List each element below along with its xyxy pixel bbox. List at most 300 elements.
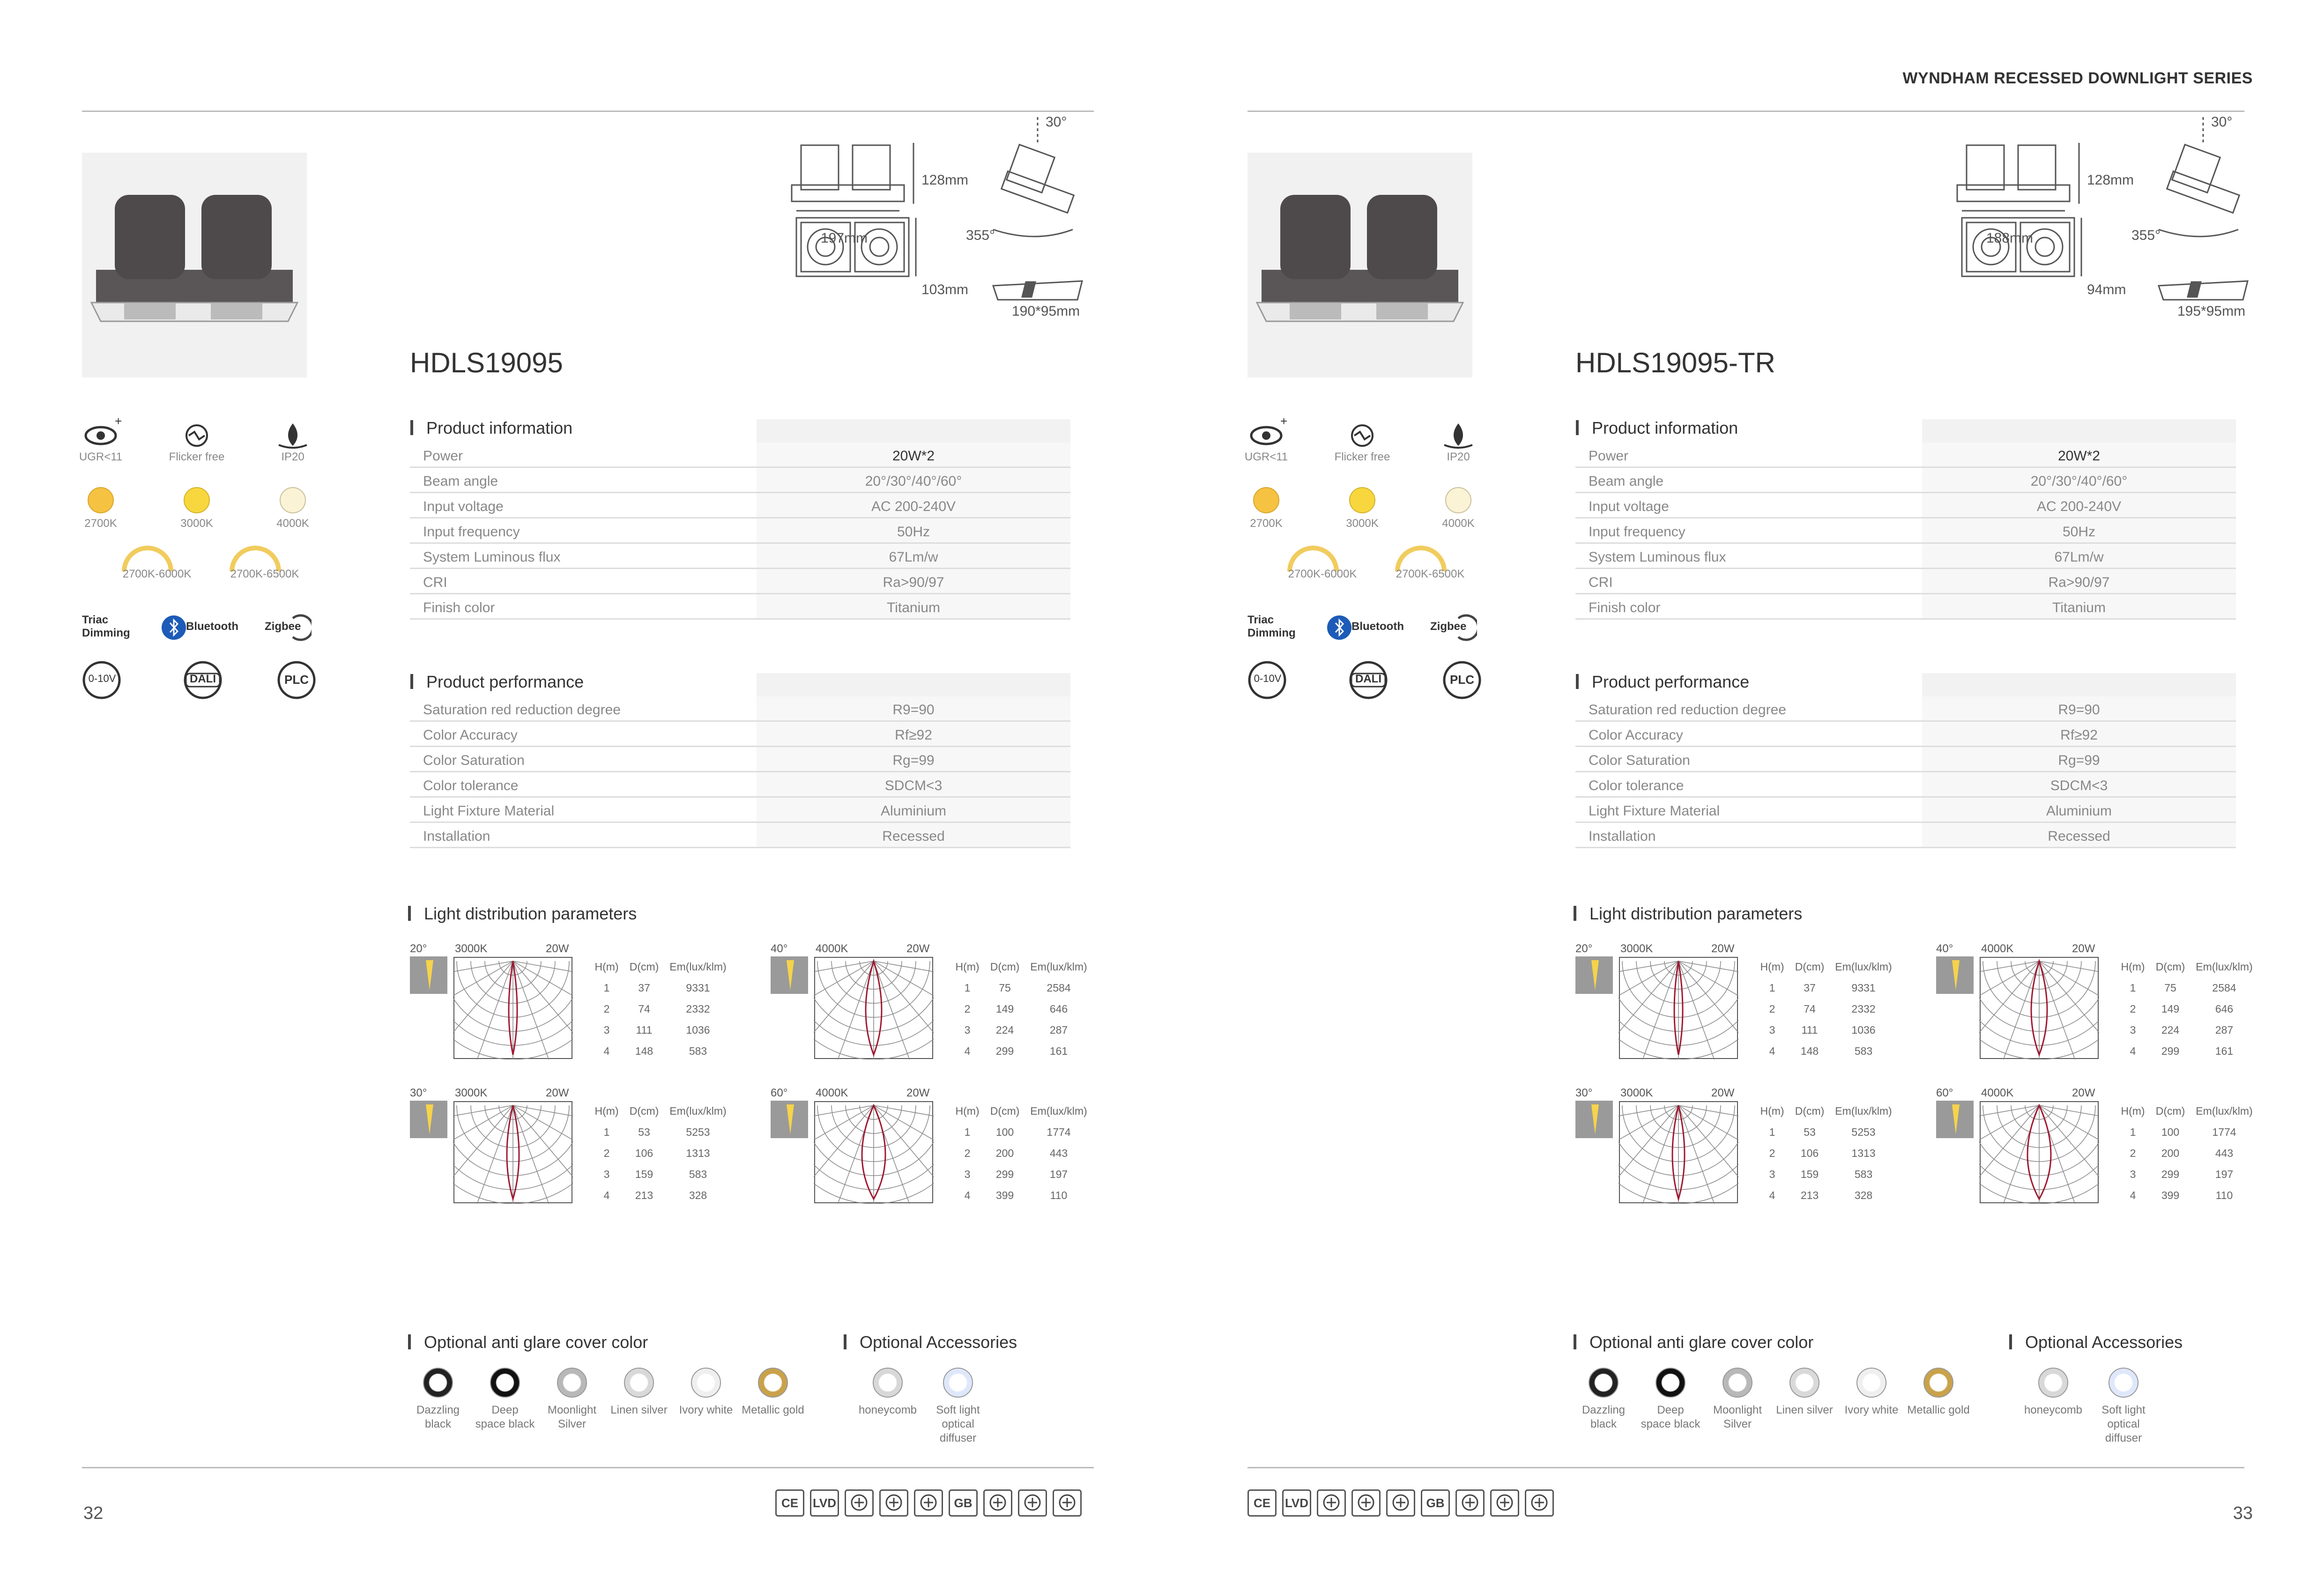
swatch-label-line1: Ivory white (1844, 1404, 1899, 1416)
ldp-beam: 60° (1936, 1087, 1953, 1099)
accessories-title: Optional Accessories (2025, 1333, 2183, 1352)
swatch-label-line2: black (1590, 1418, 1617, 1430)
swatch-label (2018, 1403, 2088, 1417)
swatch-label-line2: space black (1641, 1418, 1700, 1430)
ldp-w: 20W (1711, 1087, 1735, 1099)
ldp-table (1753, 956, 1931, 1062)
swatch (2109, 1368, 2138, 1398)
table-row (410, 468, 1070, 493)
ldp-w: 20W (546, 942, 569, 955)
ldp-cell: 4 (2130, 1189, 2136, 1201)
ldp-beam: 30° (410, 1087, 427, 1099)
row-value: 20°/30°/40°/60° (2030, 474, 2128, 489)
cert-mark-icon (1317, 1489, 1346, 1517)
ldp-col-header: D(cm) (990, 1105, 1020, 1117)
cct-dot-4000 (1445, 487, 1471, 513)
ldp-col-header: H(m) (955, 961, 980, 973)
cert-mark-icon (914, 1489, 943, 1517)
zigbee-icon (288, 614, 312, 642)
swatch-label-line1: Metallic gold (742, 1404, 804, 1416)
ugr-label: UGR<11 (79, 451, 123, 463)
ldp-cell: 106 (635, 1147, 653, 1159)
swatch-label-line1: honeycomb (858, 1404, 917, 1416)
page-33 (1244, 0, 2324, 1577)
ldp-panel (1936, 932, 2292, 1068)
ldp-cell: 2 (964, 1147, 971, 1159)
beam-thumbnail (1575, 1101, 1613, 1138)
ldp-col-header: D(cm) (2155, 961, 2185, 973)
table-header-band (757, 673, 1070, 696)
row-key: Saturation red reduction degree (1589, 702, 1786, 718)
swatch (1789, 1368, 1819, 1398)
accessories-title: Optional Accessories (860, 1333, 1017, 1352)
ldp-cell: 1313 (1851, 1147, 1876, 1159)
table-row (1575, 518, 2236, 544)
ldp-col-header: Em(lux/klm) (669, 961, 727, 973)
model-name: HDLS19095-TR (1575, 347, 1775, 378)
ldp-cell: 583 (689, 1168, 707, 1180)
swatch-label (470, 1403, 540, 1431)
flicker-label: Flicker free (1334, 451, 1390, 463)
ldp-cell: 37 (1804, 982, 1816, 994)
zigbee-label: Zigbee (1430, 620, 1467, 633)
ldp-cell: 3 (603, 1024, 610, 1036)
page-32 (79, 0, 1159, 1577)
ldp-col-header: Em(lux/klm) (1835, 961, 1892, 973)
ldp-cell: 3 (603, 1168, 610, 1180)
row-key: Power (1589, 448, 1629, 464)
table-row (1575, 468, 2236, 493)
ldp-cell: 74 (638, 1003, 650, 1015)
ldp-cell: 4 (1769, 1045, 1775, 1057)
row-value: Aluminium (880, 803, 947, 819)
swatch (873, 1368, 903, 1398)
cert-mark-icon: LVD (810, 1489, 839, 1517)
swatch-label (738, 1403, 808, 1417)
cct-dot-2700 (88, 487, 114, 513)
ldp-cell: 1 (1769, 982, 1775, 994)
ldp-cell: 399 (995, 1189, 1014, 1201)
dimension-drawing (782, 114, 1157, 323)
ldp-cell: 200 (995, 1147, 1014, 1159)
row-key: CRI (1589, 575, 1613, 590)
ldp-panel (771, 932, 1127, 1068)
swatch-label (537, 1403, 607, 1431)
ldp-cct: 3000K (455, 942, 488, 955)
ldp-cell: 106 (1800, 1147, 1819, 1159)
plc-label: PLC (1450, 673, 1474, 687)
product-photo (82, 153, 307, 378)
row-value: Rf≥92 (895, 727, 932, 743)
swatch-label (1836, 1403, 1907, 1417)
row-key: Color Saturation (1589, 753, 1690, 768)
row-key: Input frequency (423, 524, 520, 540)
dim-height: 128mm (2087, 172, 2134, 188)
cert-mark-icon (1490, 1489, 1519, 1517)
row-key: Color tolerance (423, 778, 519, 793)
ldp-cell: 159 (635, 1168, 653, 1180)
swatch-label-line1: Moonlight (547, 1404, 597, 1416)
ldp-cell: 197 (1049, 1168, 1068, 1180)
row-value: 50Hz (897, 524, 930, 540)
beam-thumbnail (1936, 1101, 1974, 1138)
swatch-label-line1: Linen silver (1776, 1404, 1833, 1416)
ldp-cell: 9331 (686, 982, 710, 994)
dim-depth: 94mm (2087, 282, 2126, 297)
table-row (410, 443, 1070, 468)
row-value: SDCM<3 (884, 778, 943, 793)
table-row (1575, 747, 2236, 772)
swatch (490, 1368, 520, 1398)
table-row (1575, 823, 2236, 848)
row-value: Titanium (2052, 600, 2106, 615)
ldp-cell: 149 (2161, 1003, 2180, 1015)
tunable-label-1: 2700K-6000K (122, 568, 192, 580)
ldp-cell: 583 (1854, 1045, 1873, 1057)
swatch-label (2088, 1403, 2159, 1445)
row-value: R9=90 (2058, 702, 2100, 718)
dim-tilt: 30° (1046, 114, 1067, 130)
row-value: Rf≥92 (2060, 727, 2098, 743)
ldp-cell: 2584 (1047, 982, 1071, 994)
swatch (1656, 1368, 1685, 1398)
swatch-label-line1: Soft light (936, 1404, 980, 1416)
feature-icons (79, 412, 363, 740)
ldp-cell: 75 (999, 982, 1011, 994)
tunable-label-2: 2700K-6500K (230, 568, 299, 580)
ldp-title: Light distribution parameters (1589, 904, 1803, 923)
product-performance-table (410, 673, 1070, 848)
ldp-cell: 2 (603, 1147, 610, 1159)
ldp-cell: 299 (995, 1168, 1014, 1180)
ldp-cell: 74 (1804, 1003, 1816, 1015)
ldp-w: 20W (546, 1087, 569, 1099)
cct-dot-2700 (1253, 487, 1279, 513)
svg-text:+: + (1280, 414, 1288, 428)
swatch-label-line1: Soft light (2101, 1404, 2146, 1416)
ldp-beam: 30° (1575, 1087, 1593, 1099)
swatch-label (1903, 1403, 1974, 1417)
antiglare-title: Optional anti glare cover color (424, 1333, 648, 1352)
product-info-title: Product information (426, 418, 573, 437)
row-key: Light Fixture Material (423, 803, 555, 819)
ldp-panel (771, 1076, 1127, 1212)
swatch-label-line1: honeycomb (2024, 1404, 2083, 1416)
ldp-col-header: H(m) (2121, 961, 2145, 973)
swatch-label-line1: Dazzling (416, 1404, 460, 1416)
ip-label: IP20 (281, 451, 304, 463)
ldp-table (2114, 956, 2292, 1062)
row-value: 20°/30°/40°/60° (865, 474, 962, 489)
row-key: Color Accuracy (1589, 727, 1683, 743)
triac-dimming: Triac Dimming (82, 614, 130, 639)
ldp-cct: 4000K (1981, 1087, 2014, 1099)
dim-cutout: 195*95mm (2177, 304, 2246, 319)
swatch (1589, 1368, 1619, 1398)
swatch-label (923, 1403, 993, 1445)
table-row (410, 569, 1070, 594)
row-value: Recessed (882, 829, 945, 844)
swatch-label (604, 1403, 674, 1417)
dim-rotate: 355° (2131, 228, 2161, 243)
ldp-cell: 53 (1804, 1126, 1816, 1138)
beam-thumbnail (1575, 956, 1613, 994)
flicker-label: Flicker free (169, 451, 225, 463)
row-key: CRI (423, 575, 447, 590)
ldp-cell: 2 (1769, 1147, 1775, 1159)
product-performance-title: Product performance (1592, 672, 1750, 691)
table-row (1575, 772, 2236, 798)
zero-ten-label: 0-10V (88, 673, 116, 684)
cert-mark-icon (1386, 1489, 1415, 1517)
ldp-cell: 100 (995, 1126, 1014, 1138)
bluetooth-icon (1326, 614, 1354, 642)
ldp-panel (410, 932, 766, 1068)
product-photo (1247, 153, 1472, 378)
row-key: System Luminous flux (423, 549, 561, 565)
ldp-cell: 213 (1800, 1189, 1819, 1201)
ldp-cct: 4000K (816, 942, 848, 955)
ldp-cell: 2584 (2212, 982, 2236, 994)
zero-ten-label: 0-10V (1254, 673, 1282, 684)
cct-label-2700: 2700K (84, 517, 117, 530)
polar-distribution-diagram (1979, 956, 2099, 1059)
ldp-cell: 2 (2130, 1003, 2136, 1015)
table-row (1575, 696, 2236, 722)
swatch-label-line2: Silver (557, 1418, 586, 1430)
model-name: HDLS19095 (410, 347, 563, 378)
ldp-col-header: H(m) (2121, 1105, 2145, 1117)
ldp-cell: 75 (2164, 982, 2176, 994)
tunable-label-2: 2700K-6500K (1396, 568, 1465, 580)
row-key: Installation (1589, 829, 1656, 844)
row-value: 50Hz (2062, 524, 2096, 540)
ldp-beam: 60° (771, 1087, 788, 1099)
ldp-cell: 3 (964, 1024, 971, 1036)
swatch-label (671, 1403, 741, 1417)
beam-thumbnail (771, 956, 808, 994)
ldp-cell: 5253 (1851, 1126, 1876, 1138)
cert-mark-icon: GB (1421, 1489, 1450, 1517)
polar-distribution-diagram (1979, 1101, 2099, 1204)
table-row (410, 594, 1070, 620)
ldp-cell: 161 (1049, 1045, 1068, 1057)
ldp-cell: 197 (2215, 1168, 2234, 1180)
ldp-table (588, 1101, 766, 1206)
dim-height: 128mm (921, 172, 969, 188)
dali-label: DALI (190, 673, 216, 685)
ldp-cell: 328 (1854, 1189, 1873, 1201)
cert-mark-icon (879, 1489, 908, 1517)
swatch-label (1635, 1403, 1706, 1431)
swatch-label (1702, 1403, 1773, 1431)
table-row (1575, 569, 2236, 594)
dimension-drawing (1948, 114, 2323, 323)
cert-mark-icon (1053, 1489, 1082, 1517)
dali-label: DALI (1355, 673, 1381, 685)
row-value: Recessed (2048, 829, 2110, 844)
table-row (410, 798, 1070, 823)
ip-label: IP20 (1447, 451, 1470, 463)
ldp-cell: 287 (2215, 1024, 2234, 1036)
beam-thumbnail (410, 956, 447, 994)
row-key: Beam angle (1589, 474, 1664, 489)
cert-mark-icon (1018, 1489, 1047, 1517)
polar-distribution-diagram (1619, 956, 1738, 1059)
swatch (557, 1368, 587, 1398)
dim-width: 197mm (821, 230, 868, 246)
ldp-cell: 148 (1800, 1045, 1819, 1057)
ldp-cell: 37 (638, 982, 650, 994)
cert-mark-icon (1455, 1489, 1485, 1517)
ldp-cell: 1 (964, 982, 971, 994)
ldp-col-header: Em(lux/klm) (1030, 961, 1087, 973)
polar-distribution-diagram (453, 1101, 573, 1204)
ldp-w: 20W (1711, 942, 1735, 955)
cct-label-4000: 4000K (276, 517, 309, 530)
row-value: Aluminium (2046, 803, 2112, 819)
ldp-cell: 3 (964, 1168, 971, 1180)
swatch (1923, 1368, 1953, 1398)
product-info-table (1575, 419, 2236, 620)
row-key: Input voltage (1589, 499, 1669, 514)
ldp-cct: 3000K (1620, 942, 1653, 955)
cert-mark-icon: CE (775, 1489, 804, 1517)
swatch-label-line2: Silver (1723, 1418, 1752, 1430)
ldp-cell: 3 (1769, 1168, 1775, 1180)
table-header-band (1922, 419, 2236, 443)
swatch-label (1769, 1403, 1840, 1417)
ldp-cell: 4 (964, 1045, 971, 1057)
ldp-cell: 213 (635, 1189, 653, 1201)
row-key: Finish color (423, 600, 495, 615)
swatch (691, 1368, 721, 1398)
ldp-cell: 3 (2130, 1168, 2136, 1180)
dim-tilt: 30° (2211, 114, 2233, 130)
row-value: R9=90 (892, 702, 935, 718)
row-key: Color tolerance (1589, 778, 1684, 793)
ldp-col-header: Em(lux/klm) (2196, 961, 2253, 973)
swatch (1723, 1368, 1752, 1398)
ldp-panel (410, 1076, 766, 1212)
ldp-cell: 299 (995, 1045, 1014, 1057)
ldp-table (588, 956, 766, 1062)
table-row (1575, 493, 2236, 518)
swatch (943, 1368, 973, 1398)
ldp-col-header: D(cm) (1795, 961, 1825, 973)
ldp-table (2114, 1101, 2292, 1206)
row-key: Input voltage (423, 499, 504, 514)
ldp-cell: 111 (1801, 1024, 1818, 1036)
swatch-label (853, 1403, 923, 1417)
ldp-cell: 3 (2130, 1024, 2136, 1036)
row-key: Power (423, 448, 463, 464)
ldp-w: 20W (2072, 1087, 2095, 1099)
ldp-panel (1575, 1076, 1931, 1212)
ldp-panel (1936, 1076, 2292, 1212)
ldp-cct: 3000K (1620, 1087, 1653, 1099)
ldp-cell: 4 (603, 1045, 610, 1057)
row-value: AC 200-240V (871, 499, 956, 514)
ldp-col-header: H(m) (1760, 1105, 1784, 1117)
polar-distribution-diagram (453, 956, 573, 1059)
cert-mark-icon (1351, 1489, 1381, 1517)
cert-mark-icon (845, 1489, 874, 1517)
swatch (758, 1368, 788, 1398)
cct-label-2700: 2700K (1250, 517, 1283, 530)
zigbee-label: Zigbee (265, 620, 301, 633)
cert-mark-icon: CE (1247, 1489, 1277, 1517)
row-value: Titanium (887, 600, 940, 615)
table-row (410, 696, 1070, 722)
ldp-cell: 299 (2161, 1045, 2180, 1057)
series-title: WYNDHAM RECESSED DOWNLIGHT SERIES (1902, 69, 2253, 87)
ldp-cell: 2 (603, 1003, 610, 1015)
row-value: AC 200-240V (2036, 499, 2122, 514)
swatch (1856, 1368, 1886, 1398)
table-row (410, 518, 1070, 544)
ldp-col-header: D(cm) (629, 1105, 659, 1117)
ldp-cell: 4 (1769, 1189, 1775, 1201)
ldp-col-header: Em(lux/klm) (1030, 1105, 1087, 1117)
table-row (1575, 544, 2236, 569)
ldp-cell: 2 (1769, 1003, 1775, 1015)
dim-rotate: 355° (966, 228, 995, 243)
swatch-label-line1: Moonlight (1713, 1404, 1762, 1416)
row-key: Saturation red reduction degree (423, 702, 621, 718)
beam-thumbnail (1936, 956, 1974, 994)
ldp-cell: 224 (995, 1024, 1014, 1036)
table-header-band (757, 419, 1070, 443)
row-key: System Luminous flux (1589, 549, 1726, 565)
ldp-cell: 583 (689, 1045, 707, 1057)
product-info-title: Product information (1592, 418, 1738, 437)
row-value: 20W*2 (892, 448, 935, 464)
row-key: Input frequency (1589, 524, 1685, 540)
ldp-cell: 1 (603, 982, 610, 994)
ldp-col-header: D(cm) (629, 961, 659, 973)
table-row (410, 772, 1070, 798)
ldp-cell: 583 (1854, 1168, 1873, 1180)
tunable-label-1: 2700K-6000K (1288, 568, 1357, 580)
row-key: Color Saturation (423, 753, 525, 768)
cct-label-4000: 4000K (1442, 517, 1475, 530)
ldp-cell: 200 (2161, 1147, 2180, 1159)
table-row (410, 823, 1070, 848)
ldp-cell: 287 (1049, 1024, 1068, 1036)
ldp-cell: 328 (689, 1189, 707, 1201)
ldp-cell: 2332 (686, 1003, 710, 1015)
swatch (423, 1368, 453, 1398)
swatch-label-line2: optical diffuser (939, 1418, 977, 1444)
ldp-col-header: Em(lux/klm) (669, 1105, 727, 1117)
ldp-table (1753, 1101, 1931, 1206)
ldp-cell: 646 (1049, 1003, 1068, 1015)
row-value: SDCM<3 (2050, 778, 2108, 793)
table-row (410, 544, 1070, 569)
dim-depth: 103mm (921, 282, 969, 297)
ldp-cell: 646 (2215, 1003, 2234, 1015)
row-value: Rg=99 (892, 753, 935, 768)
ldp-col-header: Em(lux/klm) (2196, 1105, 2253, 1117)
polar-distribution-diagram (814, 1101, 934, 1204)
swatch-label-line1: Ivory white (679, 1404, 733, 1416)
ldp-col-header: D(cm) (990, 961, 1020, 973)
ldp-cell: 399 (2161, 1189, 2180, 1201)
ldp-cell: 5253 (686, 1126, 710, 1138)
ldp-col-header: D(cm) (2155, 1105, 2185, 1117)
row-value: 67Lm/w (889, 549, 938, 565)
